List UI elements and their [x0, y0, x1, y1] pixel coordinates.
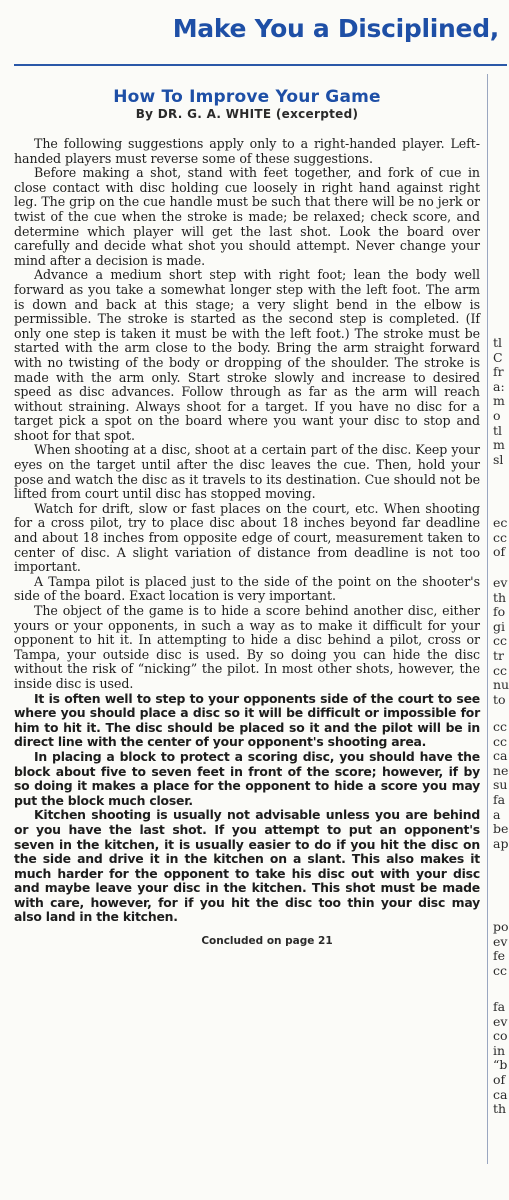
article-paragraph: Before making a shot, stand with feet together, and fork of cue in close contact with disc holding cue loosely in right hand against right leg. The grip on the cue handle must be such that there will be no jerk or twist of the cue when the stroke is made; be relaxed; check score, and determine which player will get the last shot. Look the board over carefully and decide what shot you should attempt. Never change your mind after a decision is made. [14, 165, 480, 268]
article-paragraph: The object of the game is to hide a score behind another disc, either yours or your opponents, in such a way as to make it difficult for your opponent to hit it. In attempting to hide a disc behind a pilot, cross or Tampa, your outside disc is used. By so doing you can hide the disc without the risk of “nicking” the pilot. In most other shots, however, the inside disc is used. [14, 603, 480, 691]
article-paragraph: In placing a block to protect a scoring disc, you should have the block about five to seven feet in front of the score; however, if by so doing it makes a place for the opponent to hide a score you may put the block much closer. [14, 748, 480, 808]
article-body [14, 137, 480, 925]
adjacent-column-fragment: po ev fe cc [493, 919, 509, 978]
article-paragraph: The following suggestions apply only to a right-handed player. Left-handed players must reverse some of these suggestions. [14, 136, 480, 166]
adjacent-column-fragment: fa ev co in “b of ca th [493, 999, 508, 1117]
article-paragraph: It is often well to step to your opponents side of the court to see where you should place a disc so it will be difficult or impossible for him to hit it. The disc should be placed so it and the pilot will be in direct line with the center of your opponent's shooting area. [14, 690, 480, 750]
article [14, 80, 480, 947]
adjacent-column-fragment: ec cc of [493, 515, 508, 560]
article-byline: By DR. G. A. WHITE (excerpted) [135, 107, 359, 121]
adjacent-column-fragment: cc cc ca ne su fa a be ap [493, 719, 509, 851]
adjacent-column-fragment: tl C fr a: m o tl m sl [493, 335, 505, 467]
article-title: How To Improve Your Game [113, 87, 381, 107]
article-paragraph: Kitchen shooting is usually not advisable unless you are behind or you have the last shot. If you attempt to put an opponent's seven in the kitchen, it is usually easier to do if you hit the disc on the side and drive it in the kitchen on a slant. This also makes it much harder for the opponent to take his disc out with your disc and maybe leave your disc in the kitchen. This shot must be made with care, however, for if you hit the disc too thin your disc may also land in the kitchen. [14, 807, 480, 925]
banner-headline: Make You a Disciplined, [172, 14, 499, 43]
adjacent-column-fragment: ev th fo gi cc tr cc nu to [493, 575, 509, 707]
article-paragraph: Advance a medium short step with right foot; lean the body well forward as you take a somewhat longer step with the left foot. The arm is down and back at this stage; a very slight bend in the elbow is permissible. The stroke is started as the second step is completed. (If only one step is taken it must be with the left foot.) The stroke must be started with the arm close to the body. Bring the arm straight forward with no twisting of the body or dropping of the shoulder. The stroke is made with the arm only. Start stroke slowly and increase to desired speed as disc advances. Follow through as far as the arm will reach without straining. Always shoot for a target. If you have no disc for a target pick a spot on the board where you want your disc to stop and shoot for that spot. [14, 267, 480, 443]
article-paragraph: When shooting at a disc, shoot at a certain part of the disc. Keep your eyes on the target until after the disc leaves the cue. Then, hold your pose and watch the disc as it travels to its destination. Cue should not be lifted from court until disc has stopped moving. [14, 442, 480, 502]
banner [0, 0, 507, 62]
continuation-note: Concluded on page 21 [201, 935, 333, 948]
column-divider [487, 74, 488, 1164]
article-paragraph: A Tampa pilot is placed just to the side of the point on the shooter's side of the board. Exact location is very important. [14, 573, 480, 604]
header-rule [14, 64, 507, 66]
article-paragraph: Watch for drift, slow or fast places on the court, etc. When shooting for a cross pilot, try to place disc about 18 inches beyond far deadline and about 18 inches from opposite edge of court, measurement taken to center of disc. A slight variation of distance from deadline is not too important. [14, 500, 480, 575]
